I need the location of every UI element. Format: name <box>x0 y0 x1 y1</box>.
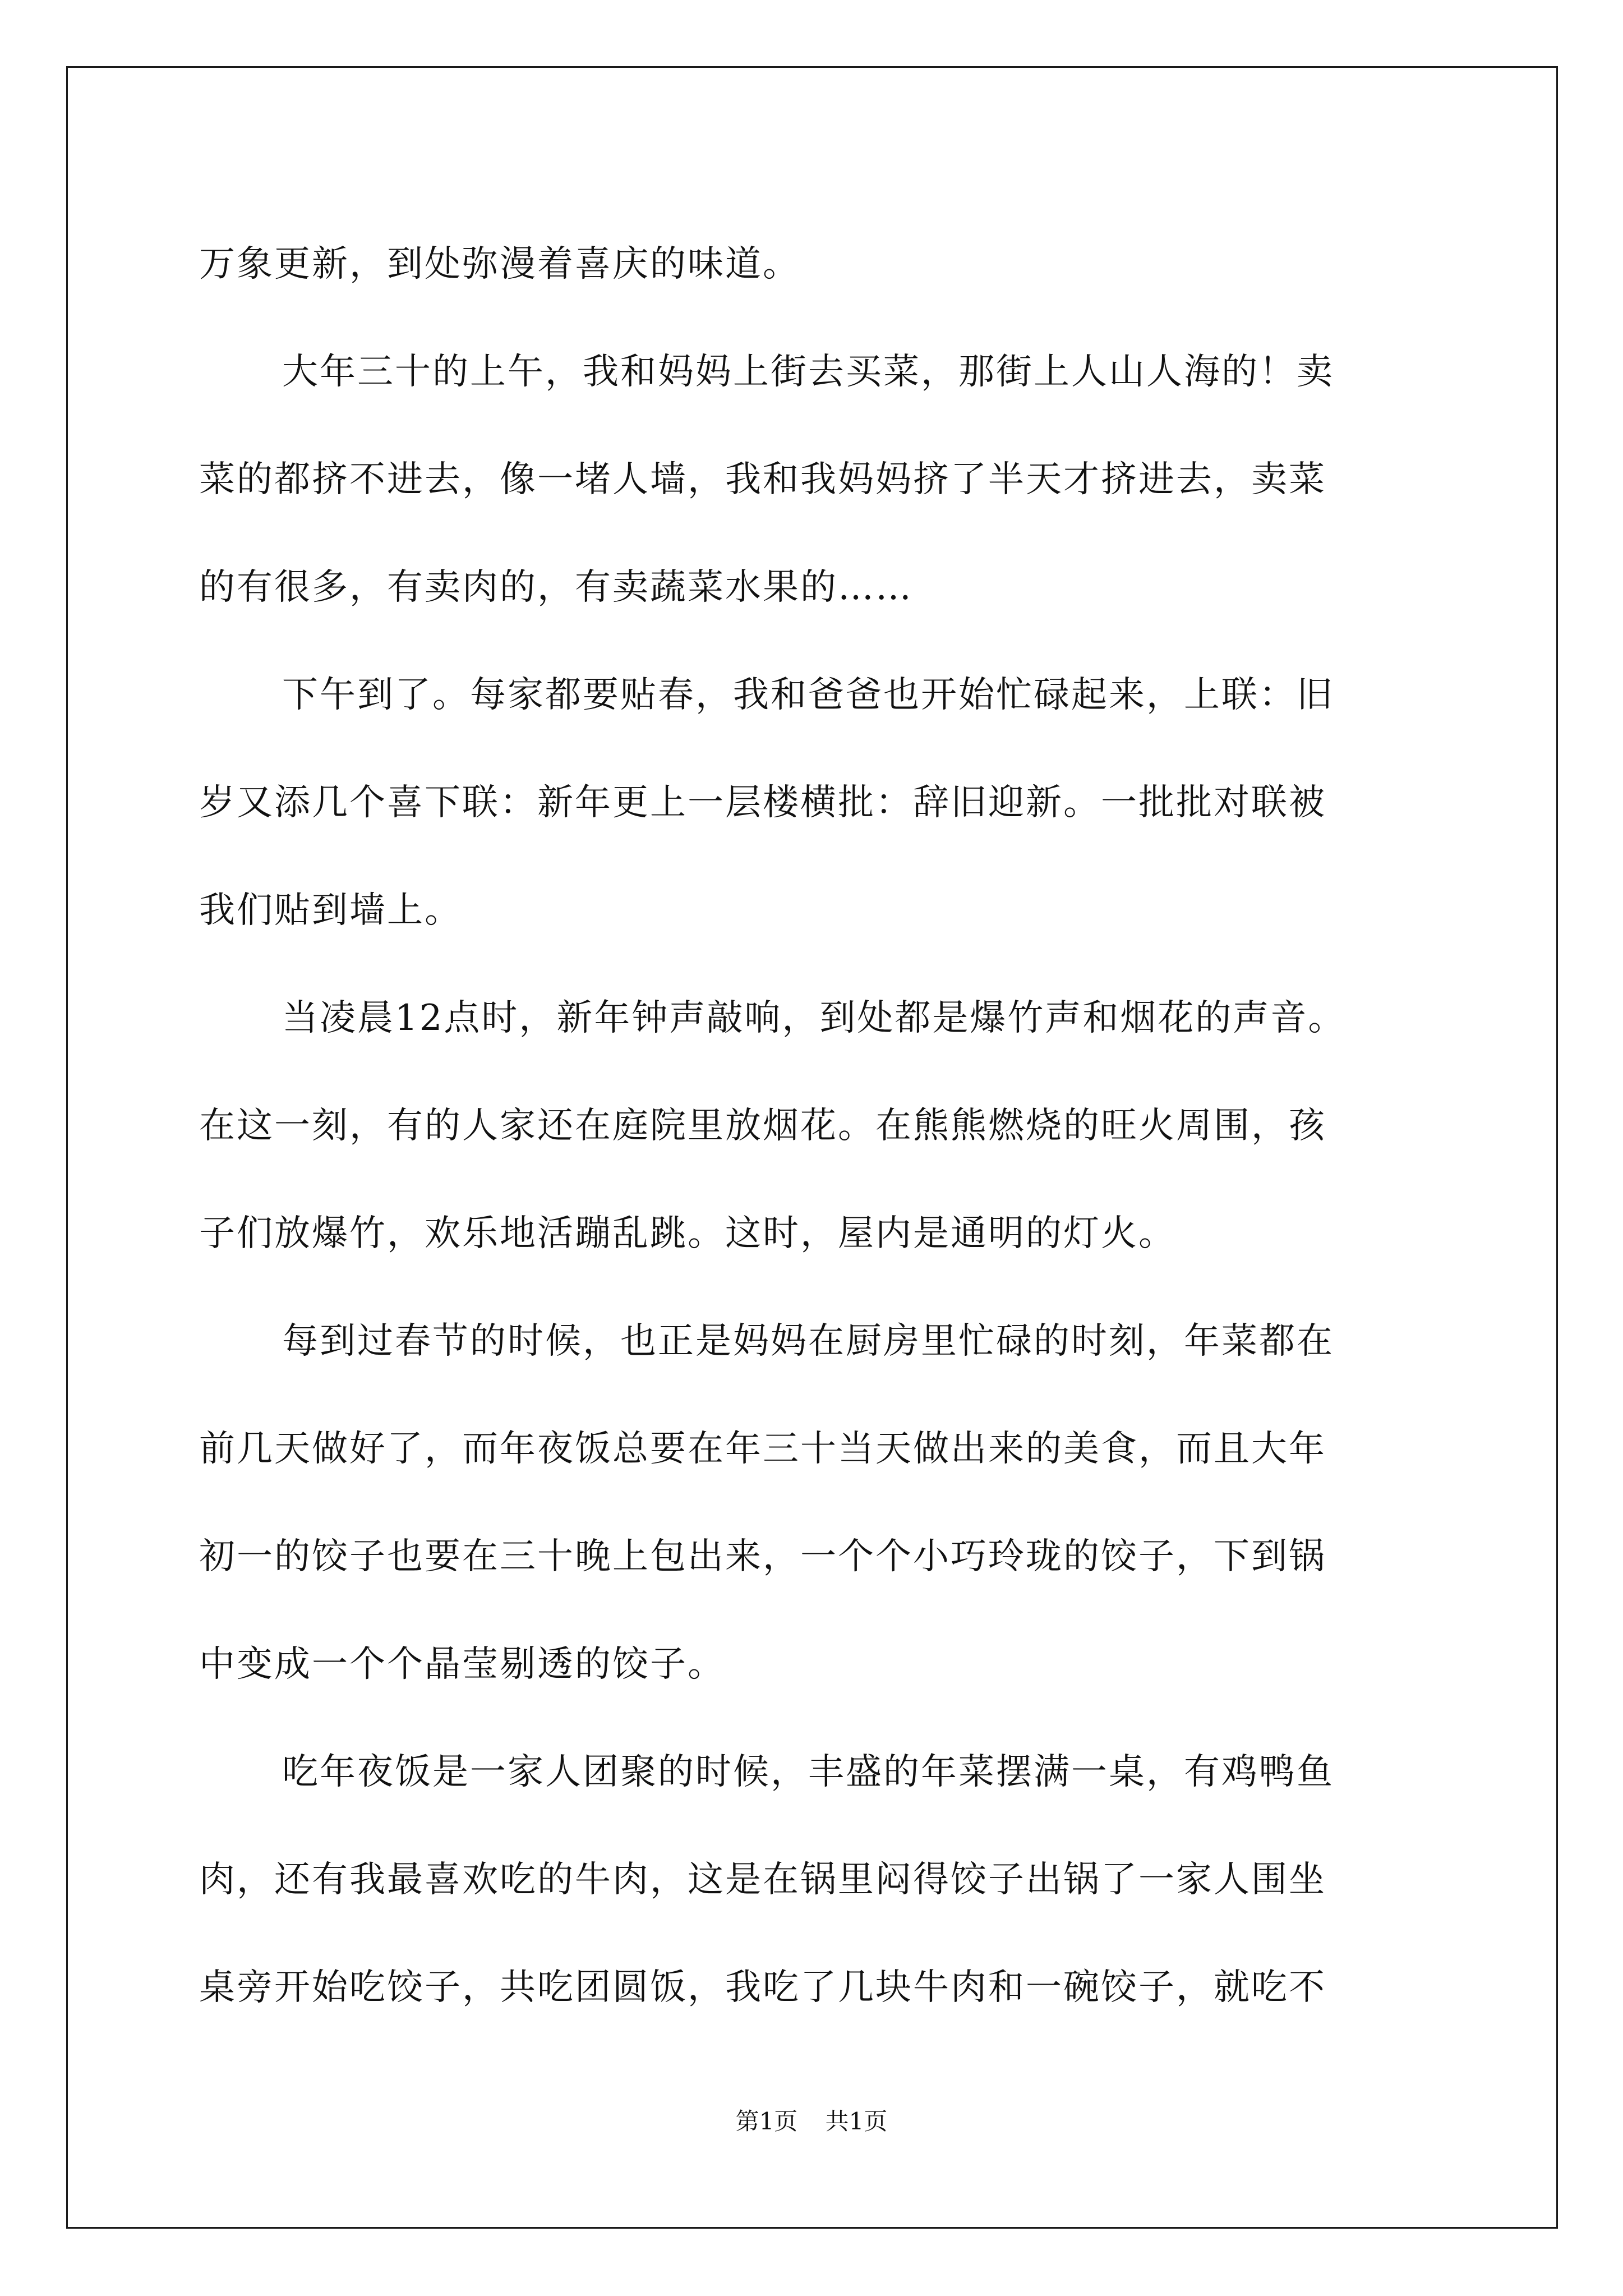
text-line: 我们贴到墙上。 <box>199 890 462 931</box>
text-line: 在这一刻，有的人家还在庭院里放烟花。在熊熊燃烧的旺火周围，孩 <box>199 1105 1326 1147</box>
document-body <box>199 210 1433 2041</box>
text-line: 的有很多，有卖肉的，有卖蔬菜水果的…… <box>199 567 913 608</box>
text-line: 当凌晨12点时，新年钟声敲响，到处都是爆竹声和烟花的声音。 <box>282 997 1346 1039</box>
text-line: 岁又添几个喜下联：新年更上一层楼横批：辞旧迎新。一批批对联被 <box>199 782 1326 823</box>
text-line: 万象更新，到处弥漫着喜庆的味道。 <box>199 243 800 285</box>
text-line: 桌旁开始吃饺子，共吃团圆饭，我吃了几块牛肉和一碗饺子，就吃不 <box>199 1967 1326 2008</box>
text-line: 菜的都挤不进去，像一堵人墙，我和我妈妈挤了半天才挤进去，卖菜 <box>199 459 1326 500</box>
page-number-current: 第1页 <box>735 2108 798 2135</box>
text-line: 大年三十的上午，我和妈妈上街去买菜，那街上人山人海的！卖 <box>282 351 1334 393</box>
text-line: 每到过春节的时候，也正是妈妈在厨房里忙碌的时刻，年菜都在 <box>282 1320 1334 1362</box>
text-line: 子们放爆竹，欢乐地活蹦乱跳。这时，屋内是通明的灯火。 <box>199 1213 1176 1254</box>
text-line: 吃年夜饭是一家人团聚的时候，丰盛的年菜摆满一桌，有鸡鸭鱼 <box>282 1751 1334 1793</box>
text-line: 初一的饺子也要在三十晚上包出来，一个个小巧玲珑的饺子，下到锅 <box>199 1536 1326 1577</box>
text-line: 中变成一个个晶莹剔透的饺子。 <box>199 1644 725 1685</box>
text-line: 肉，还有我最喜欢吃的牛肉，这是在锅里闷得饺子出锅了一家人围坐 <box>199 1859 1326 1901</box>
text-line: 前几天做好了，而年夜饭总要在年三十当天做出来的美食，而且大年 <box>199 1428 1326 1470</box>
page-footer <box>0 2105 1623 2138</box>
text-line: 下午到了。每家都要贴春，我和爸爸也开始忙碌起来，上联：旧 <box>282 674 1334 716</box>
page-number-total: 共1页 <box>825 2108 888 2135</box>
